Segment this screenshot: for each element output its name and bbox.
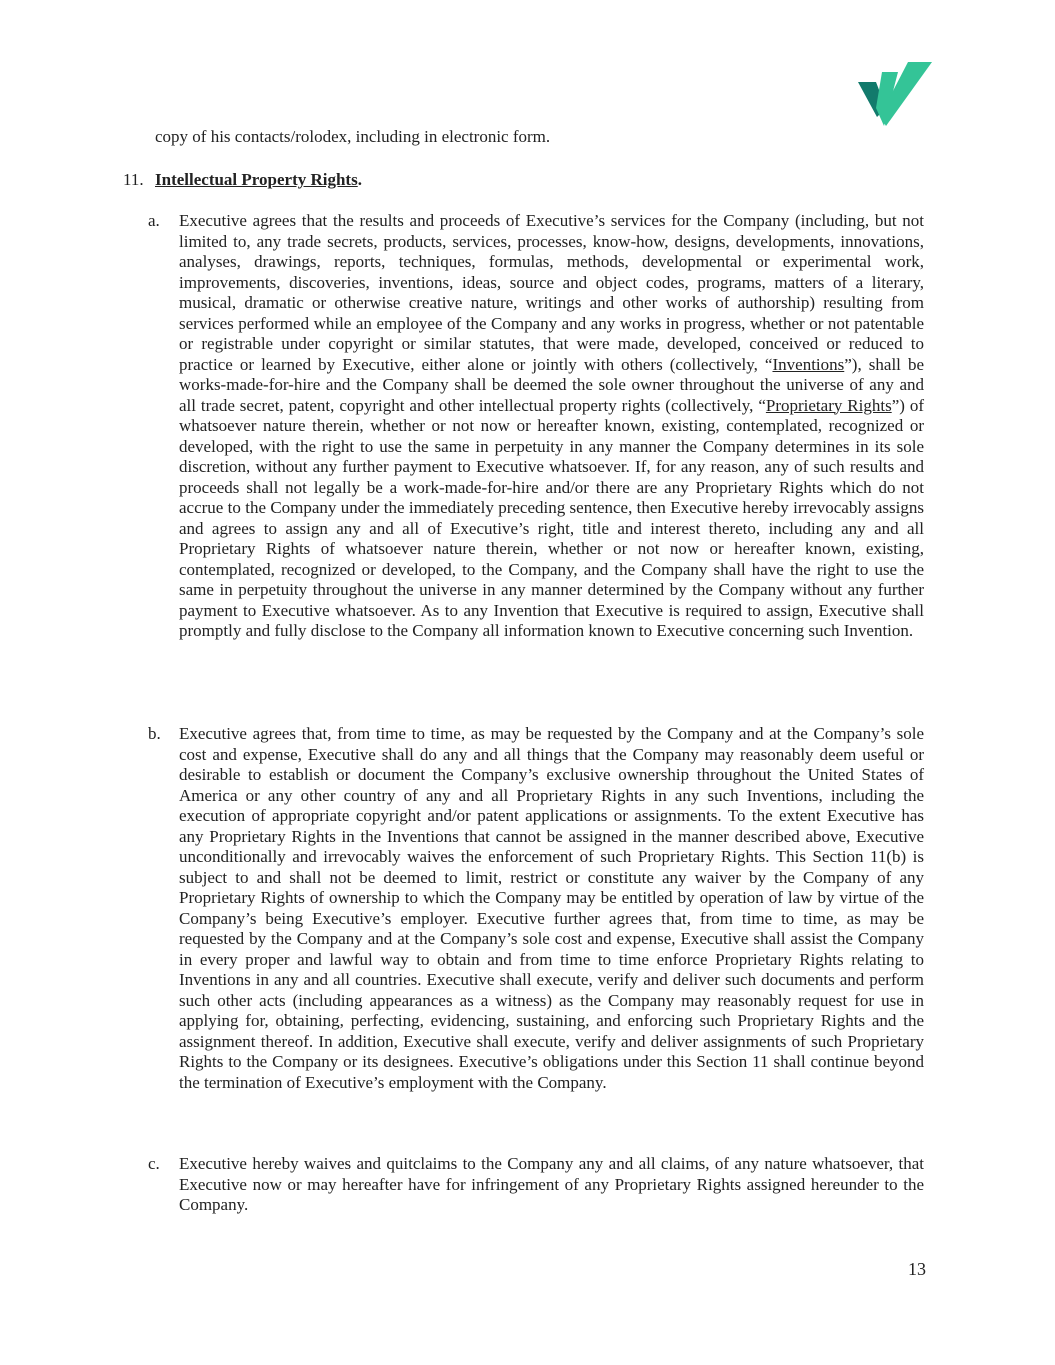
section-title-period: . xyxy=(357,170,362,189)
carryover-text: copy of his contacts/rolodex, including in electronic form. xyxy=(155,127,551,146)
clause-a-part3: ”) of whatsoever nature therein, whether or not now or hereafter known, existing, contemplated, recognized or developed, with the right to use the same in perpetuity in any manner the Company determines in its sole discretion, without any further payment to Executive whatsoever. If, for any reason, any of such results and proceeds shall not legally be a work-made-for-hire and/or there are any Proprietary Rights which do not accrue to the Company under the immediately preceding sentence, then Executive hereby irrevocably assigns and agrees to assign any and all of Executive’s right, title and interest thereto, including any and all Proprietary Rights of whatsoever nature therein, whether or not now or hereafter known, existing, contemplated, recognized or developed, to the Company, and the Company shall have the right to use the same in perpetuity throughout the universe in any manner determined by the Company without any further payment to Executive whatsoever. As to any Invention that Executive is required to assign, Executive shall promptly and fully disclose to the Company all information known to Executive concerning such Invention. xyxy=(179,395,924,640)
clause-a-paragraph xyxy=(179,211,924,642)
clause-letter: c. xyxy=(148,1154,160,1173)
clause-a-part1: Executive agrees that the results and proceeds of Executive’s services for the Company (including, but not limited to, any trade secrets, products, services, processes, know-how, designs, developments, innovations, analyses, drawings, reports, techniques, formulas, methods, developmental or experimental work, improvements, discoveries, inventions, ideas, source and object codes, programs, matters of a literary, musical, dramatic or otherwise creative nature, writings and other works of authorship) resulting from services performed while an employee of the Company and any works in progress, whether or not patentable or registrable under copyright or similar statutes, that were made, developed, conceived or reduced to practice or learned by Executive, either alone or jointly with others (collectively, “ xyxy=(179,211,924,374)
defined-term-proprietary-rights: Proprietary Rights xyxy=(765,395,892,415)
section-title: Intellectual Property Rights xyxy=(155,170,358,189)
defined-term-inventions: Inventions xyxy=(772,354,845,374)
logo-check-icon xyxy=(856,60,934,128)
clause-body xyxy=(179,724,924,1093)
clause-c xyxy=(148,1154,924,1216)
clause-a xyxy=(148,211,924,642)
section-number: 11. xyxy=(123,170,144,189)
page-number: 13 xyxy=(908,1259,926,1279)
section-heading xyxy=(123,170,362,191)
clause-letter: a. xyxy=(148,211,160,230)
clause-b xyxy=(148,724,924,1093)
clause-body xyxy=(179,211,924,642)
clause-body xyxy=(179,1154,924,1216)
clause-letter: b. xyxy=(148,724,161,743)
clause-c-paragraph: Executive hereby waives and quitclaims to the Company any and all claims, of any nature whatsoever, that Executive now or may hereafter have for infringement of any Proprietary Rights assigned hereunder to the Company. xyxy=(179,1154,924,1214)
clause-b-paragraph: Executive agrees that, from time to time, as may be requested by the Company and at the Company’s sole cost and expense, Executive shall do any and all things that the Company may reasonably deem useful or desirable to establish or document the Company’s exclusive ownership throughout the United States of America or any other country of any and all Proprietary Rights in any such Inventions, including the execution of appropriate copyright and/or patent applications or assignments. To the extent Executive has any Proprietary Rights in the Inventions that cannot be assigned in the manner described above, Executive unconditionally and irrevocably waives the enforcement of such Proprietary Rights. This Section 11(b) is subject to and shall not be deemed to limit, restrict or constitute any waiver by the Company of any Proprietary Rights of ownership to which the Company may be entitled by operation of law by virtue of the Company’s being Executive’s employer. Executive further agrees that, from time to time, as may be requested by the Company and at the Company’s sole cost and expense, Executive shall assist the Company in every proper and lawful way to obtain and from time to time enforce Proprietary Rights relating to Inventions in any and all countries. Executive shall execute, verify and deliver such documents and perform such other acts (including appearances as a witness) as the Company may reasonably request for use in applying for, obtaining, perfecting, evidencing, sustaining, and enforcing such Proprietary Rights and the assignment thereof. In addition, Executive shall execute, verify and deliver assignments of such Proprietary Rights to the Company or its designees. Executive’s obligations under this Section 11 shall continue beyond the termination of Executive’s employment with the Company. xyxy=(179,724,924,1092)
clause-a-part2: ”), shall be works-made-for-hire and the Company shall be deemed the sole owner throughout the universe of any and all trade secret, patent, copyright and other intellectual property rights (collectively, “ xyxy=(179,354,925,415)
company-logo xyxy=(856,60,934,128)
